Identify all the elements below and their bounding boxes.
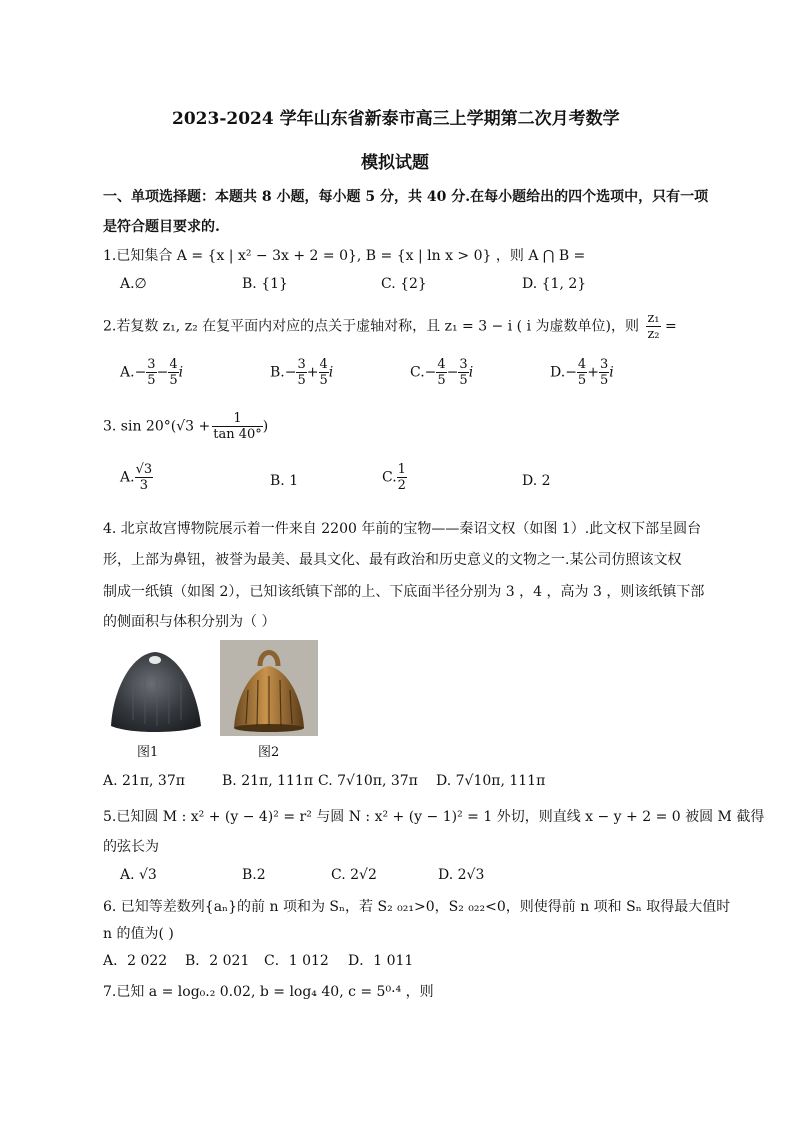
q1-option-a: A.∅: [120, 276, 147, 292]
q1-option-c: C. {2}: [381, 276, 427, 292]
q3-option-a: A. $\frac{√3}{3}$: [120, 462, 153, 493]
q4-option-b: B. 21π, 111π: [222, 773, 314, 789]
q4-line2: 形，上部为鼻钮，被誉为最美、最具文化、最有政治和历史意义的文物之一.某公司仿照该文权: [103, 552, 682, 568]
q4-option-d: D. 7√10π, 111π: [436, 773, 546, 789]
section-header-line1: 一、单项选择题：本题共 8 小题，每小题 5 分，共 40 分.在每小题给出的四个选项中，只有一项: [103, 189, 709, 205]
q4-line1: 4. 北京故宫博物院展示着一件来自 2200 年前的宝物——秦诏文权（如图 1）.此文权下部呈圆台: [103, 521, 702, 537]
q2-stem: [103, 311, 677, 342]
q4-option-a: A. 21π, 37π: [103, 773, 185, 789]
q3-option-d: D. 2: [522, 473, 551, 489]
q4-line3: 制成一纸镇（如图 2），已知该纸镇下部的上、下底面半径分别为 3 ，4 ，高为 3 ，则该纸镇下部: [103, 584, 705, 600]
q4-line4: 的侧面积与体积分别为（ ）: [103, 614, 276, 630]
page-title: 2023-2024 学年山东省新泰市高三上学期第二次月考数学: [172, 109, 620, 129]
q5-option-d: D. 2√3: [438, 867, 485, 883]
q2-option-a: A.− $\frac{3}{5}$ − $\frac{4}{5}$ i: [120, 357, 184, 388]
q6-option-c: C．1 012: [264, 953, 329, 969]
figure-1-image: [103, 640, 207, 736]
q4-option-c: C. 7√10π, 37π: [318, 773, 418, 789]
q5-option-b: B.2: [242, 867, 266, 883]
page-subtitle: 模拟试题: [361, 153, 429, 173]
q1-option-b: B. {1}: [242, 276, 288, 292]
q2-option-c: C.− $\frac{4}{5}$ − $\frac{3}{5}$ i: [410, 357, 474, 388]
q6-line1: 6. 已知等差数列{aₙ}的前 n 项和为 Sₙ，若 S₂ ₀₂₁>0，S₂ ₀₂₂<0，则使得前 n 项和 Sₙ 取得最大值时: [103, 899, 731, 915]
q5-line1: 5.已知圆 M : x² + (y − 4)² = r² 与圆 N : x² + (y − 1)² = 1 外切，则直线 x − y + 2 = 0 被圆 M 截得: [103, 809, 765, 825]
q2-option-b: B.− $\frac{3}{5}$ + $\frac{4}{5}$ i: [270, 357, 334, 388]
q6-option-d: D．1 011: [348, 953, 414, 969]
figure-1-caption: 图1: [137, 745, 159, 760]
q5-line2: 的弦长为: [103, 839, 159, 855]
q3-stem: 3. sin 20°(√3 + $\frac{1}{\tan 40^\circ}$ ): [103, 411, 269, 442]
q3-option-b: B. 1: [270, 473, 299, 489]
figure-2-image: [220, 640, 318, 736]
q2-stem-end: =: [660, 318, 677, 335]
figure-2-caption: 图2: [258, 745, 280, 760]
q6-option-b: B．2 021: [185, 953, 250, 969]
q5-option-c: C. 2√2: [331, 867, 377, 883]
q6-option-a: A．2 022: [103, 953, 168, 969]
q5-option-a: A. √3: [120, 867, 157, 883]
q1-option-d: D. {1, 2}: [522, 276, 587, 292]
q3-option-c: C. $\frac{1}{2}$: [382, 462, 406, 493]
q7-stem: 7.已知 a = log₀.₂ 0.02, b = log₄ 40, c = 5⁰·⁴ ，则: [103, 984, 434, 1000]
q1-stem: 1.已知集合 A = {x | x² − 3x + 2 = 0}, B = {x | ln x > 0} ，则 A ⋂ B =: [103, 248, 586, 264]
q2-stem-fraction: $\frac{\text{z₁}}{\text{z₂}}$: [647, 311, 660, 342]
q6-line2: n 的值为( ): [103, 926, 174, 942]
q2-option-d: D.− $\frac{4}{5}$ + $\frac{3}{5}$ i: [550, 357, 614, 388]
section-header-line2: 是符合题目要求的.: [103, 219, 220, 235]
q2-stem-text: 2.若复数 z₁, z₂ 在复平面内对应的点关于虚轴对称，且 z₁ = 3 − i ( i 为虚数单位)，则: [103, 318, 639, 335]
